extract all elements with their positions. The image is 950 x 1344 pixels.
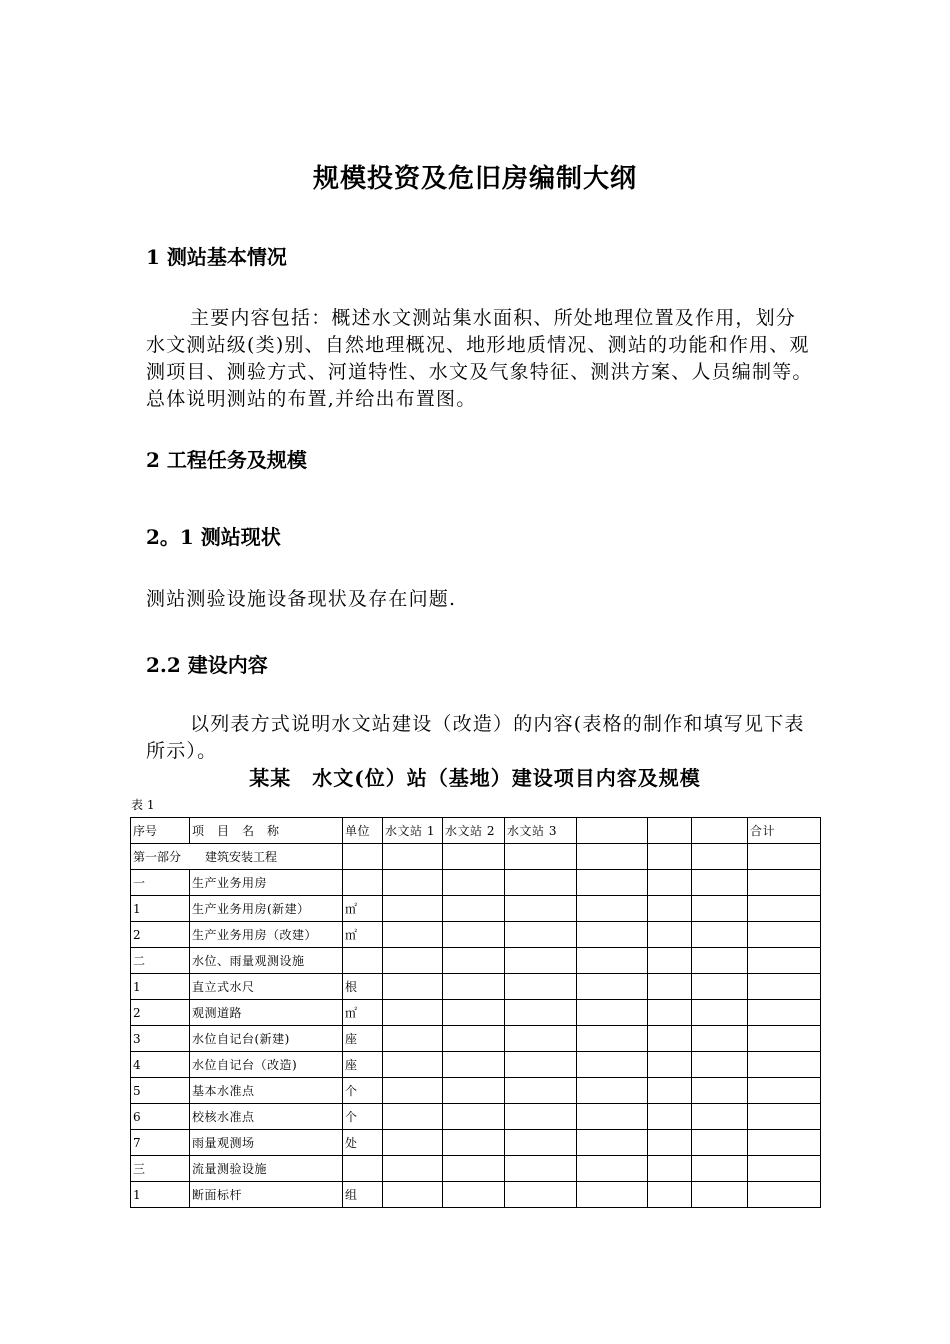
table-cell (692, 896, 748, 922)
table-header-cell: 水文站 1 (383, 818, 443, 844)
table-cell (383, 1182, 443, 1208)
table-cell: 组 (343, 1182, 383, 1208)
table-caption: 某某 水文(位）站（基地）建设项目内容及规模 (249, 766, 701, 790)
table-cell (505, 1026, 577, 1052)
table-cell: 6 (131, 1104, 190, 1130)
table-cell: 座 (343, 1052, 383, 1078)
table-cell (692, 1000, 748, 1026)
table-cell (692, 1104, 748, 1130)
section-2-2-body: 以列表方式说明水文站建设（改造）的内容(表格的制作和填写见下表所示）。 (146, 713, 805, 762)
table-row (131, 1130, 821, 1156)
section-1-heading: 1 测站基本情况 (146, 245, 287, 269)
table-cell: 处 (343, 1130, 383, 1156)
table-cell (383, 1156, 443, 1182)
table-cell (383, 844, 443, 870)
table-cell (648, 870, 692, 896)
table-cell: 2 (131, 922, 190, 948)
table-cell (505, 922, 577, 948)
table-cell: 7 (131, 1130, 190, 1156)
table-cell: 生产业务用房 (190, 870, 343, 896)
table-cell: 1 (131, 896, 190, 922)
table-header-cell: 水文站 2 (443, 818, 505, 844)
section-2-2-heading: 2.2 建设内容 (146, 653, 268, 677)
table-cell (343, 870, 383, 896)
table-cell (577, 922, 648, 948)
table-cell (692, 1130, 748, 1156)
table-cell: 基本水准点 (190, 1078, 343, 1104)
table-cell: 水位、雨量观测设施 (190, 948, 343, 974)
table-cell (648, 1052, 692, 1078)
table-cell (505, 1182, 577, 1208)
table-row (131, 844, 821, 870)
table-cell (443, 974, 505, 1000)
table-cell (748, 1000, 821, 1026)
table-cell (343, 1156, 383, 1182)
table-cell (505, 948, 577, 974)
table-cell (577, 1104, 648, 1130)
table-cell (692, 1078, 748, 1104)
table-cell: ㎡ (343, 1000, 383, 1026)
table-cell (383, 948, 443, 974)
table-cell (505, 1000, 577, 1026)
table-cell (748, 922, 821, 948)
table-cell (383, 1000, 443, 1026)
table-row (131, 1182, 821, 1208)
table-cell (443, 1000, 505, 1026)
table-cell (748, 896, 821, 922)
table-cell (648, 1104, 692, 1130)
table-cell (383, 1052, 443, 1078)
table-cell: 校核水准点 (190, 1104, 343, 1130)
table-cell (692, 1156, 748, 1182)
table-header-cell: 合计 (748, 818, 821, 844)
table-cell (443, 1130, 505, 1156)
table-cell: 1 (131, 1182, 190, 1208)
table-cell (648, 1000, 692, 1026)
table-cell (577, 870, 648, 896)
table-cell (505, 896, 577, 922)
table-cell (443, 844, 505, 870)
table-cell: 雨量观测场 (190, 1130, 343, 1156)
table-cell (443, 948, 505, 974)
table-row (131, 974, 821, 1000)
table-cell (748, 1026, 821, 1052)
table-cell (505, 1104, 577, 1130)
table-header-cell: 项 目 名 称 (190, 818, 343, 844)
table-row (131, 1078, 821, 1104)
table-cell (648, 1156, 692, 1182)
table-cell (577, 896, 648, 922)
table-cell (443, 1104, 505, 1130)
table-cell: 4 (131, 1052, 190, 1078)
table-row (131, 1000, 821, 1026)
table-cell (343, 948, 383, 974)
table-cell (505, 1078, 577, 1104)
table-header-cell (648, 818, 692, 844)
table-cell (648, 844, 692, 870)
table-cell (648, 896, 692, 922)
table-cell: 2 (131, 1000, 190, 1026)
table-cell: 第一部分 建筑安装工程 (131, 844, 343, 870)
table-cell (577, 1026, 648, 1052)
table-cell: 座 (343, 1026, 383, 1052)
table-cell (748, 974, 821, 1000)
table-row (131, 896, 821, 922)
table-cell: 5 (131, 1078, 190, 1104)
table-cell (648, 974, 692, 1000)
table-cell (383, 1026, 443, 1052)
table-cell (383, 974, 443, 1000)
table-cell (577, 1156, 648, 1182)
table-cell (577, 1182, 648, 1208)
table-cell (505, 870, 577, 896)
table-cell (692, 1026, 748, 1052)
table-cell (383, 1078, 443, 1104)
table-cell: 个 (343, 1104, 383, 1130)
table-cell (443, 870, 505, 896)
table-cell (748, 948, 821, 974)
table-cell (343, 844, 383, 870)
table-cell (505, 1052, 577, 1078)
page-title: 规模投资及危旧房编制大纲 (312, 164, 637, 194)
table-cell (577, 1078, 648, 1104)
table-header-cell (577, 818, 648, 844)
table-cell: 断面标杆 (190, 1182, 343, 1208)
table-row (131, 1052, 821, 1078)
table-cell: 3 (131, 1026, 190, 1052)
table-cell (648, 1182, 692, 1208)
table-cell: 流量测验设施 (190, 1156, 343, 1182)
table-cell (383, 922, 443, 948)
table-cell (648, 1026, 692, 1052)
table-cell (577, 1000, 648, 1026)
table-row (131, 1104, 821, 1130)
table-cell (692, 948, 748, 974)
table-cell (692, 1182, 748, 1208)
table-cell (577, 844, 648, 870)
section-2-1-heading: 2。1 测站现状 (146, 525, 281, 549)
table-cell (748, 1104, 821, 1130)
table-cell (505, 1156, 577, 1182)
table-cell: 生产业务用房(新建） (190, 896, 343, 922)
table-row (131, 922, 821, 948)
table-cell: 观测道路 (190, 1000, 343, 1026)
table-row (131, 1026, 821, 1052)
table-header-cell (692, 818, 748, 844)
table-cell: 个 (343, 1078, 383, 1104)
table-cell (748, 1052, 821, 1078)
table-cell (692, 1052, 748, 1078)
table-cell (505, 844, 577, 870)
project-table (130, 817, 821, 1208)
table-cell: 根 (343, 974, 383, 1000)
table-cell (443, 896, 505, 922)
section-2-1-body: 测站测验设施设备现状及存在问题. (146, 588, 457, 610)
table-cell: 直立式水尺 (190, 974, 343, 1000)
table-cell (443, 1182, 505, 1208)
table-header-cell: 单位 (343, 818, 383, 844)
table-cell: 三 (131, 1156, 190, 1182)
table-cell: 生产业务用房（改建） (190, 922, 343, 948)
table-cell (383, 1104, 443, 1130)
table-cell (648, 1130, 692, 1156)
table-row (131, 948, 821, 974)
table-cell (748, 1156, 821, 1182)
section-1-body: 主要内容包括：概述水文测站集水面积、所处地理位置及作用，划分水文测站级(类)别、自然地理概况、地形地质情况、测站的功能和作用、观测项目、测验方式、河道特性、水文及气象特征、测洪方案、人员编制等。总体说明测站的布置,并给出布置图。 (146, 307, 813, 410)
table-cell (748, 844, 821, 870)
table-cell (648, 1078, 692, 1104)
table-cell: ㎡ (343, 922, 383, 948)
table-cell (748, 1078, 821, 1104)
table-cell (383, 896, 443, 922)
section-2-heading: 2 工程任务及规模 (146, 448, 307, 472)
table-cell: 水位自记台（改造) (190, 1052, 343, 1078)
table-cell: 水位自记台(新建) (190, 1026, 343, 1052)
table-cell (692, 870, 748, 896)
table-cell (383, 1130, 443, 1156)
table-cell (748, 1130, 821, 1156)
table-cell (577, 948, 648, 974)
table-cell: 1 (131, 974, 190, 1000)
table-header-row (131, 818, 821, 844)
table-cell (383, 870, 443, 896)
table-cell (443, 1156, 505, 1182)
table-cell (443, 1026, 505, 1052)
table-cell (443, 1078, 505, 1104)
table-cell (505, 974, 577, 1000)
table-cell (748, 870, 821, 896)
table-cell: 一 (131, 870, 190, 896)
table-header-cell: 序号 (131, 818, 190, 844)
table-cell (577, 974, 648, 1000)
table-cell (648, 948, 692, 974)
table-row (131, 1156, 821, 1182)
table-cell (577, 1052, 648, 1078)
table-header-cell: 水文站 3 (505, 818, 577, 844)
table-cell: 二 (131, 948, 190, 974)
table-cell (443, 922, 505, 948)
table-cell: ㎡ (343, 896, 383, 922)
table-cell (577, 1130, 648, 1156)
table-cell (692, 922, 748, 948)
table-cell (648, 922, 692, 948)
table-cell (692, 844, 748, 870)
table-number: 表 1 (131, 798, 155, 812)
table-cell (505, 1130, 577, 1156)
table-row (131, 870, 821, 896)
table-cell (692, 974, 748, 1000)
table-cell (748, 1182, 821, 1208)
table-cell (443, 1052, 505, 1078)
